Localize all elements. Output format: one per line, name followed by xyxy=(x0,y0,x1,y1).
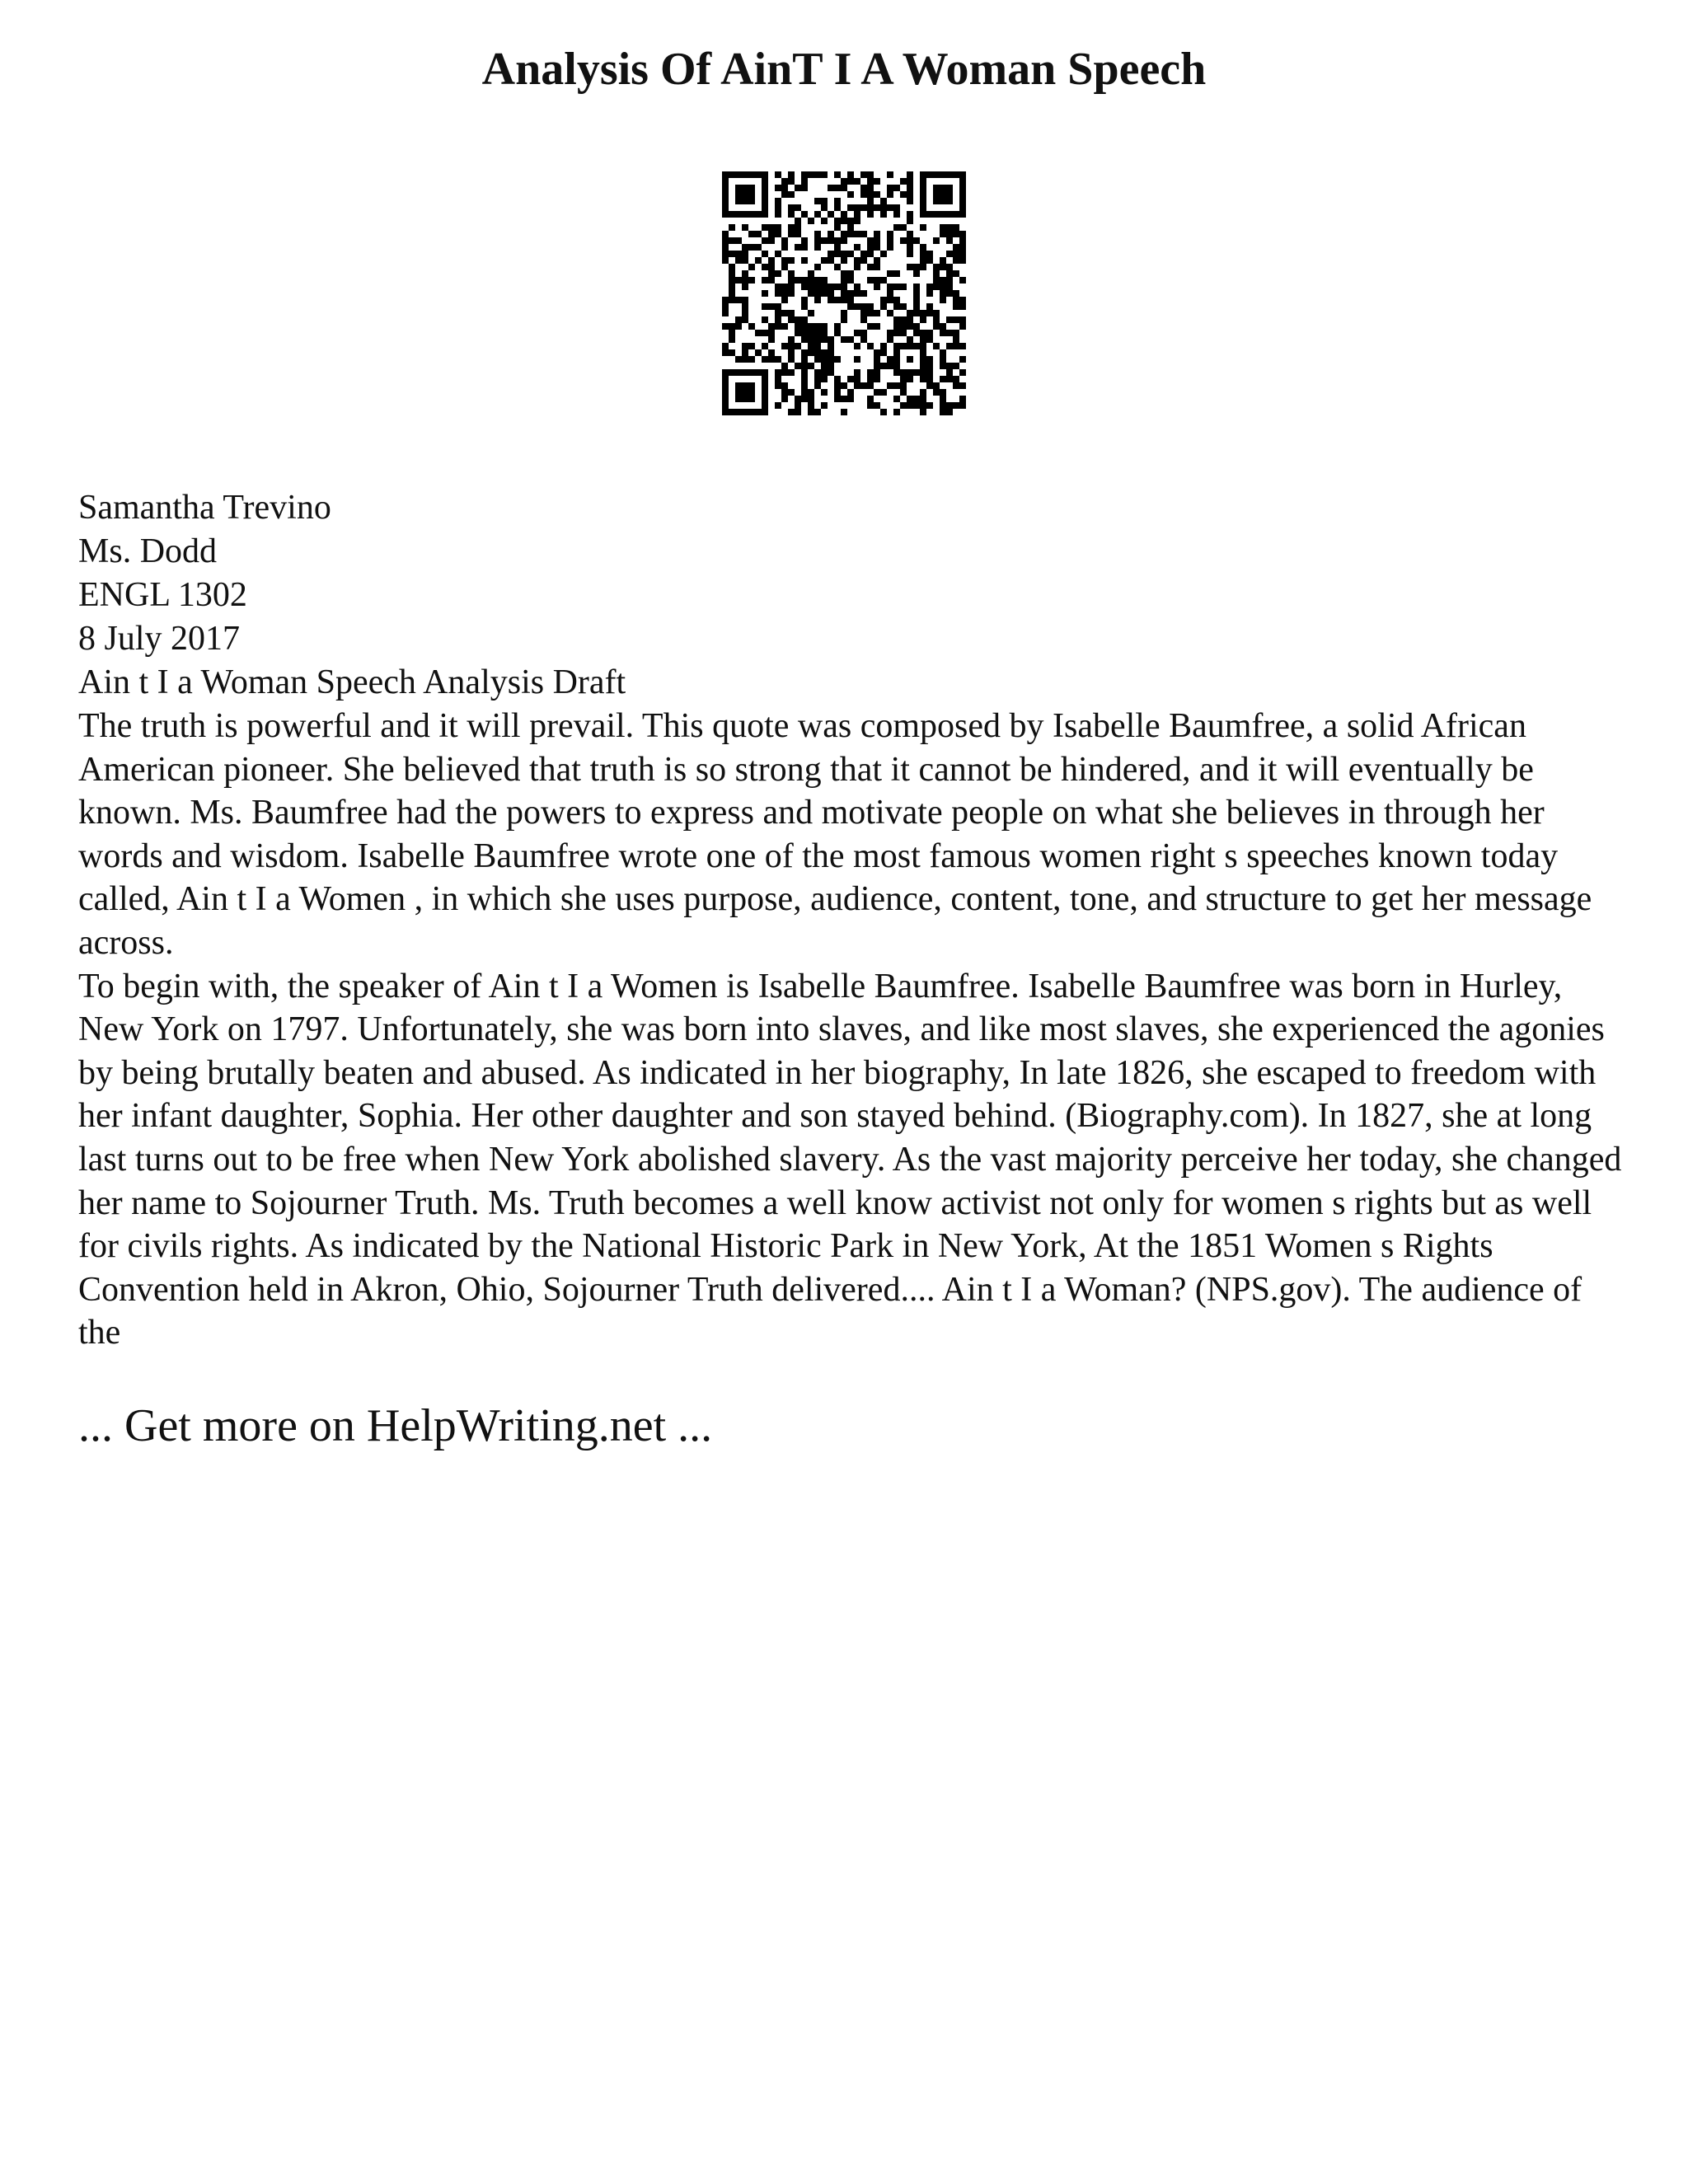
paragraph-speaker-background: To begin with, the speaker of Ain t I a Women is Isabelle Baumfree. Isabelle Baumfree was born in Hurley, New York on 1797. Unfortunately, she was born into slaves, and like most slaves, she experienced the agonies by being brutally beaten and abused. As indicated in her biography, In late 1826, she escaped to freedom with her infant daughter, Sophia. Her other daughter and son stayed behind. (Biography.com). In 1827, she at long last turns out to be free when New York abolished slavery. As the vast majority perceive her today, she changed her name to Sojourner Truth. Ms. Truth becomes a well know activist not only for women s rights but as well for civils rights. As indicated by the National Historic Park in New York, At the 1851 Women s Rights Convention held in Akron, Ohio, Sojourner Truth delivered.... Ain t I a Woman? (NPS.gov). The audience of the xyxy=(78,967,1622,1352)
author-name: Samantha Trevino xyxy=(78,489,331,527)
instructor-name: Ms. Dodd xyxy=(78,532,218,570)
essay-title: Ain t I a Woman Speech Analysis Draft xyxy=(78,663,626,701)
qr-code xyxy=(722,171,966,415)
essay-date: 8 July 2017 xyxy=(78,620,241,658)
qr-code-image xyxy=(722,171,966,415)
helpwriting-link[interactable]: ... Get more on HelpWriting.net ... xyxy=(78,1400,713,1451)
page-title: Analysis Of AinT I A Woman Speech xyxy=(481,44,1207,95)
essay-text-block xyxy=(78,486,1628,1355)
paragraph-introduction: The truth is powerful and it will prevail. This quote was composed by Isabelle Baumfree, a solid African American pioneer. She believed that truth is so strong that it cannot be hindered, and it will eventually be known. Ms. Baumfree had the powers to express and motivate people on what she believes in through her words and wisdom. Isabelle Baumfree wrote one of the most famous women right s speeches known today called, Ain t I a Women , in which she uses purpose, audience, content, tone, and structure to get her message across. xyxy=(78,707,1592,962)
course-code: ENGL 1302 xyxy=(78,576,247,614)
